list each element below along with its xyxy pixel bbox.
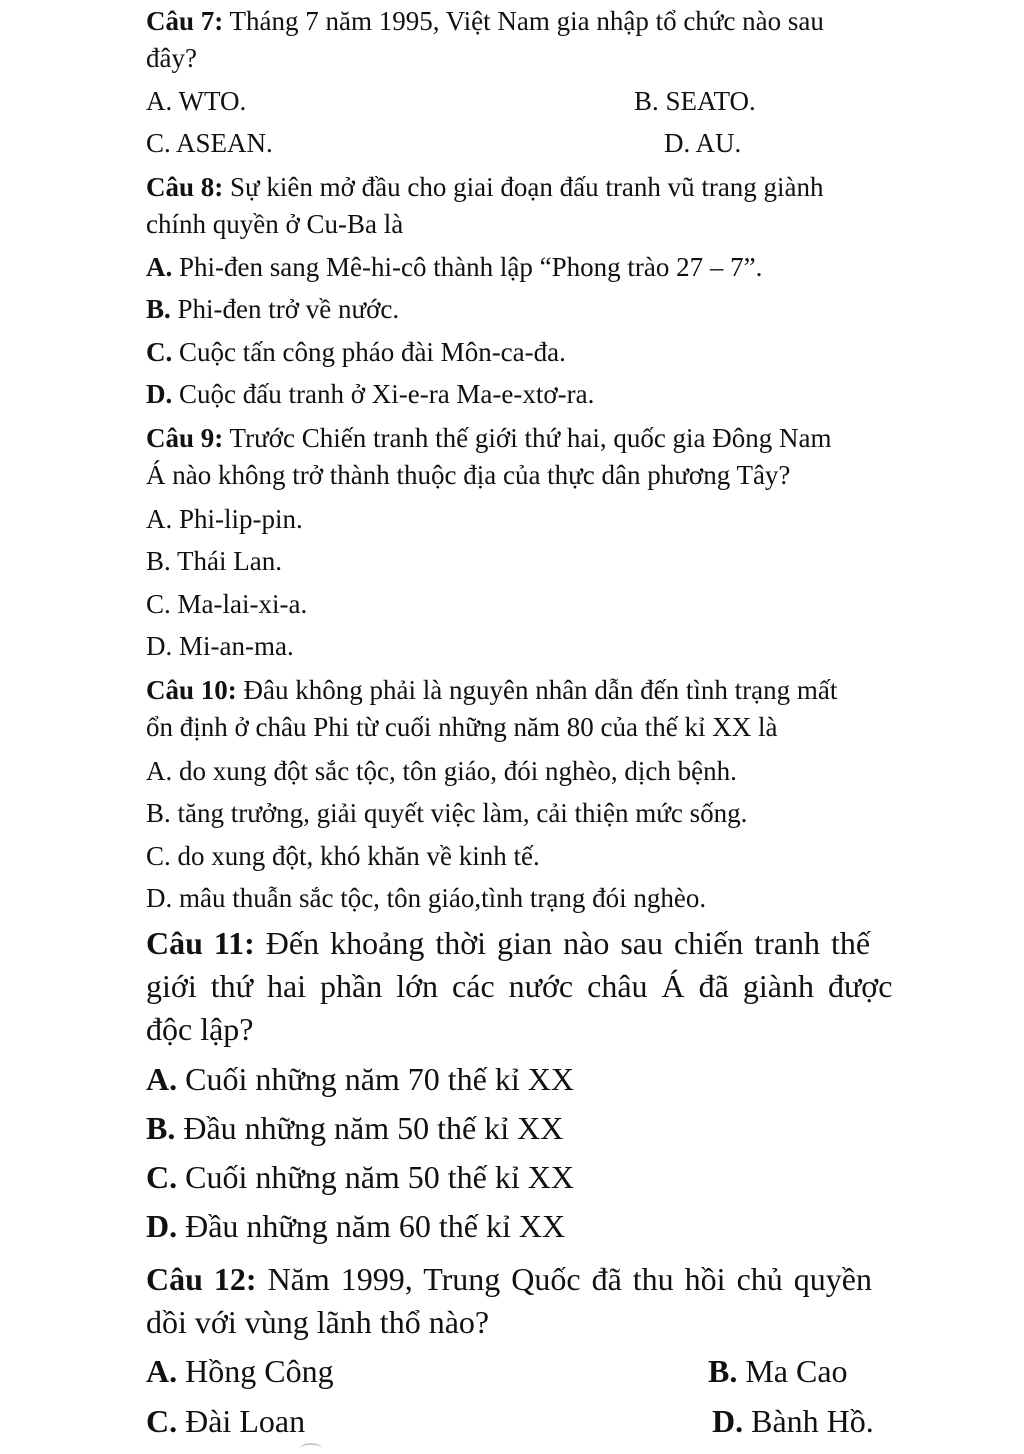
question-11-line-2: giới thứ hai phần lớn các nước châu Á đã giành được <box>146 968 893 1004</box>
question-8-option-a: A. Phi-đen sang Mê-hi-cô thành lập “Phong trào 27 – 7”. <box>146 252 763 282</box>
question-11-option-b: B. Đầu những năm 50 thế kỉ XX <box>146 1110 564 1146</box>
question-7-option-b: B. SEATO. <box>634 86 756 116</box>
question-12-option-d: D. Bành Hồ. <box>712 1403 874 1439</box>
question-11-option-a: A. Cuối những năm 70 thế kỉ XX <box>146 1061 574 1097</box>
question-7-text: Tháng 7 năm 1995, Việt Nam gia nhập tổ chức nào sau <box>229 6 824 36</box>
question-8-option-d: D. Cuộc đấu tranh ở Xi-e-ra Ma-e-xtơ-ra. <box>146 379 595 409</box>
question-9-line-1 <box>146 425 832 452</box>
question-7-option-c: C. ASEAN. <box>146 128 273 158</box>
question-10-label: Câu 10: <box>146 675 237 705</box>
question-8-label: Câu 8: <box>146 172 224 202</box>
question-9-text: Trước Chiến tranh thế giới thứ hai, quốc gia Đông Nam <box>229 423 832 453</box>
question-12-label: Câu 12: <box>146 1261 257 1297</box>
question-12-option-c: C. Đài Loan <box>146 1403 306 1439</box>
question-10-line-1 <box>146 677 837 704</box>
question-10-line-2: ổn định ở châu Phi từ cuối những năm 80 của thế kỉ XX là <box>146 712 778 742</box>
question-7-label: Câu 7: <box>146 6 224 36</box>
question-7-line-1 <box>146 8 824 35</box>
question-11-line-3: độc lập? <box>146 1011 254 1047</box>
question-11-option-c: C. Cuối những năm 50 thế kỉ XX <box>146 1159 574 1195</box>
question-9-option-a: A. Phi-lip-pin. <box>146 504 303 534</box>
question-11-text: Đến khoảng thời gian nào sau chiến tranh thế <box>265 925 871 961</box>
question-7-option-a: A. WTO. <box>146 86 247 116</box>
question-12-text: Năm 1999, Trung Quốc đã thu hồi chủ quyền <box>267 1261 872 1297</box>
question-9-line-2: Á nào không trở thành thuộc địa của thực dân phương Tây? <box>146 460 791 490</box>
question-11-label: Câu 11: <box>146 925 255 961</box>
question-9-option-c: C. Ma-lai-xi-a. <box>146 589 308 619</box>
question-11-option-d: D. Đầu những năm 60 thế kỉ XX <box>146 1208 566 1244</box>
question-8-line-2: chính quyền ở Cu-Ba là <box>146 209 404 239</box>
question-12-option-b: B. Ma Cao <box>708 1353 848 1389</box>
question-8-text: Sự kiên mở đầu cho giai đoạn đấu tranh vũ trang giành <box>230 172 824 202</box>
page-bottom-mark <box>300 1443 322 1454</box>
question-10-option-a: A. do xung đột sắc tộc, tôn giáo, đói nghèo, dịch bệnh. <box>146 756 737 786</box>
question-9-label: Câu 9: <box>146 423 224 453</box>
question-8-line-1 <box>146 174 824 201</box>
question-12-option-a: A. Hồng Công <box>146 1353 334 1389</box>
question-10-option-c: C. do xung đột, khó khăn về kinh tế. <box>146 841 540 871</box>
question-12-line-1 <box>146 1263 872 1295</box>
question-10-option-b: B. tăng trưởng, giải quyết việc làm, cải thiện mức sống. <box>146 798 748 828</box>
question-10-option-d: D. mâu thuẫn sắc tộc, tôn giáo,tình trạng đói nghèo. <box>146 883 707 913</box>
question-7-line-2: đây? <box>146 43 197 73</box>
question-8-option-c: C. Cuộc tấn công pháo đài Môn-ca-đa. <box>146 337 566 367</box>
question-9-option-b: B. Thái Lan. <box>146 546 282 576</box>
question-7-option-d: D. AU. <box>664 128 742 158</box>
question-12-line-2: dồi với vùng lãnh thổ nào? <box>146 1304 490 1340</box>
question-9-option-d: D. Mi-an-ma. <box>146 631 294 661</box>
question-8-option-b: B. Phi-đen trở về nước. <box>146 294 400 324</box>
question-10-text: Đâu không phải là nguyên nhân dẫn đến tình trạng mất <box>243 675 838 705</box>
question-11-line-1 <box>146 927 870 959</box>
